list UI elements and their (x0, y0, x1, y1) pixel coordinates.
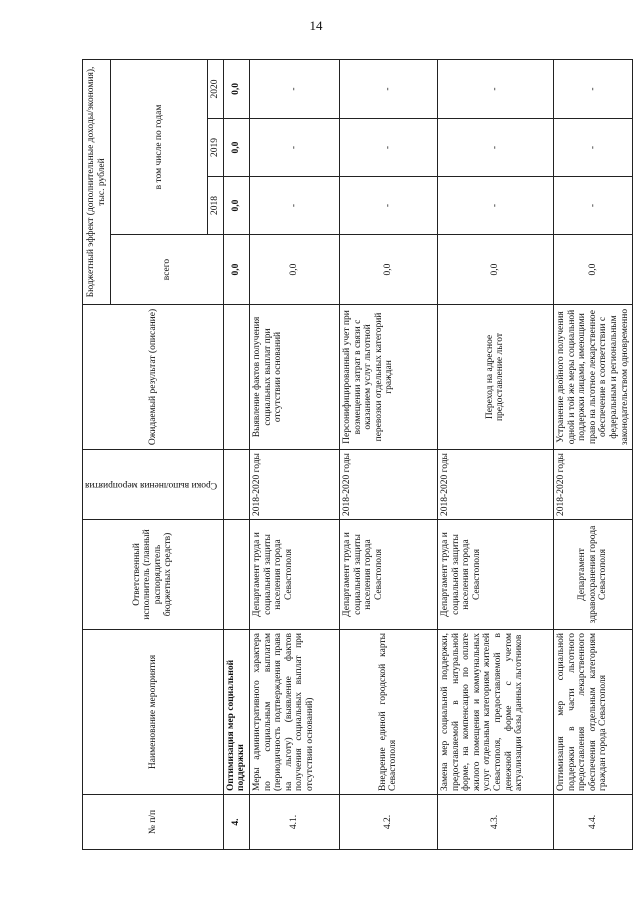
section-total: 0,0 (223, 235, 249, 305)
row-2018: - (437, 177, 553, 235)
row-num: 4.2. (339, 795, 437, 850)
header-result: Ожидаемый результат (описание) (83, 305, 224, 450)
header-name: Наименование мероприятия (83, 630, 224, 795)
row-name: Замена мер социальной поддержки, предоставляемой в натуральной форме, на компенсацию по оплате жилого помещения и коммунальных услуг отдельным категориям жителей Севастополя, предоставляемой в денежной форме с учетом актуализации базы данных льготников (437, 630, 553, 795)
row-total: 0,0 (553, 235, 632, 305)
row-2019: - (339, 119, 437, 177)
row-result: Переход на адресное предоставление льгот (437, 305, 553, 450)
header-2018: 2018 (208, 177, 224, 235)
row-result: Устранение двойного получения одной и той же меры социальной поддержки лицами, имеющими право на льготное лекарственное обеспечение в соответствии с федеральным и региональным законодательством одновременно (553, 305, 632, 450)
header-executor: Ответственный исполнитель (главный распорядитель бюджетных средств) (83, 520, 224, 630)
rotated-table-content (82, 60, 630, 850)
row-num: 4.1. (249, 795, 339, 850)
table-row (437, 59, 553, 849)
row-2019: - (553, 119, 632, 177)
row-executor: Департамент труда и социальной защиты населения города Севастополя (249, 520, 339, 630)
row-executor: Департамент здравоохранения города Севастополя (553, 520, 632, 630)
table-row (339, 59, 437, 849)
row-2019: - (249, 119, 339, 177)
row-2018: - (553, 177, 632, 235)
row-executor: Департамент труда и социальной защиты населения города Севастополя (339, 520, 437, 630)
row-result: Выявление фактов получения социальных выплат при отсутствии оснований (249, 305, 339, 450)
row-2018: - (339, 177, 437, 235)
row-num: 4.4. (553, 795, 632, 850)
header-num: № п/п (83, 795, 224, 850)
row-2018: - (249, 177, 339, 235)
section-title: Оптимизация мер социальной поддержки (223, 630, 249, 795)
row-2020: - (339, 59, 437, 118)
row-name: Внедрение единой городской карты Севастополя (339, 630, 437, 795)
row-executor: Департамент труда и социальной защиты населения города Севастополя (437, 520, 553, 630)
row-terms: 2018-2020 годы (437, 450, 553, 520)
row-2020: - (553, 59, 632, 118)
header-2019: 2019 (208, 119, 224, 177)
row-terms: 2018-2020 годы (249, 450, 339, 520)
row-total: 0,0 (249, 235, 339, 305)
table-row (249, 59, 339, 849)
row-num: 4.3. (437, 795, 553, 850)
section-2018: 0,0 (223, 177, 249, 235)
row-total: 0,0 (339, 235, 437, 305)
section-row (223, 59, 249, 849)
header-by-years: в том числе по годам (111, 59, 208, 234)
row-terms: 2018-2020 годы (553, 450, 632, 520)
row-result: Персонифицированный учет при возмещении затрат в связи с оказанием услуг льготной перевозки отдельных категорий граждан (339, 305, 437, 450)
row-2020: - (437, 59, 553, 118)
row-2019: - (437, 119, 553, 177)
header-2020: 2020 (208, 59, 224, 118)
empty-cell (223, 305, 249, 450)
row-total: 0,0 (437, 235, 553, 305)
section-num: 4. (223, 795, 249, 850)
section-2020: 0,0 (223, 59, 249, 118)
row-name: Меры административного характера по социальным выплатам (периодичность подтверждения права на льготу) (выявление фактов получения социальных выплат при отсутствии оснований) (249, 630, 339, 795)
rotated-table-frame (82, 60, 630, 850)
row-2020: - (249, 59, 339, 118)
header-effect: Бюджетный эффект (дополнительные доходы/экономия), тыс. рублей (83, 59, 111, 304)
empty-cell (223, 520, 249, 630)
header-terms: Сроки выполнения мероприятия (83, 450, 224, 520)
measures-table (82, 59, 633, 850)
page-number: 14 (309, 18, 323, 33)
row-name: Оптимизация мер социальной поддержки в части льготного предоставления лекарственного обеспечения отдельным категориям граждан города Севастополя (553, 630, 632, 795)
row-terms: 2018-2020 годы (339, 450, 437, 520)
header-total: всего (111, 235, 224, 305)
empty-cell (223, 450, 249, 520)
table-row (553, 59, 632, 849)
section-2019: 0,0 (223, 119, 249, 177)
